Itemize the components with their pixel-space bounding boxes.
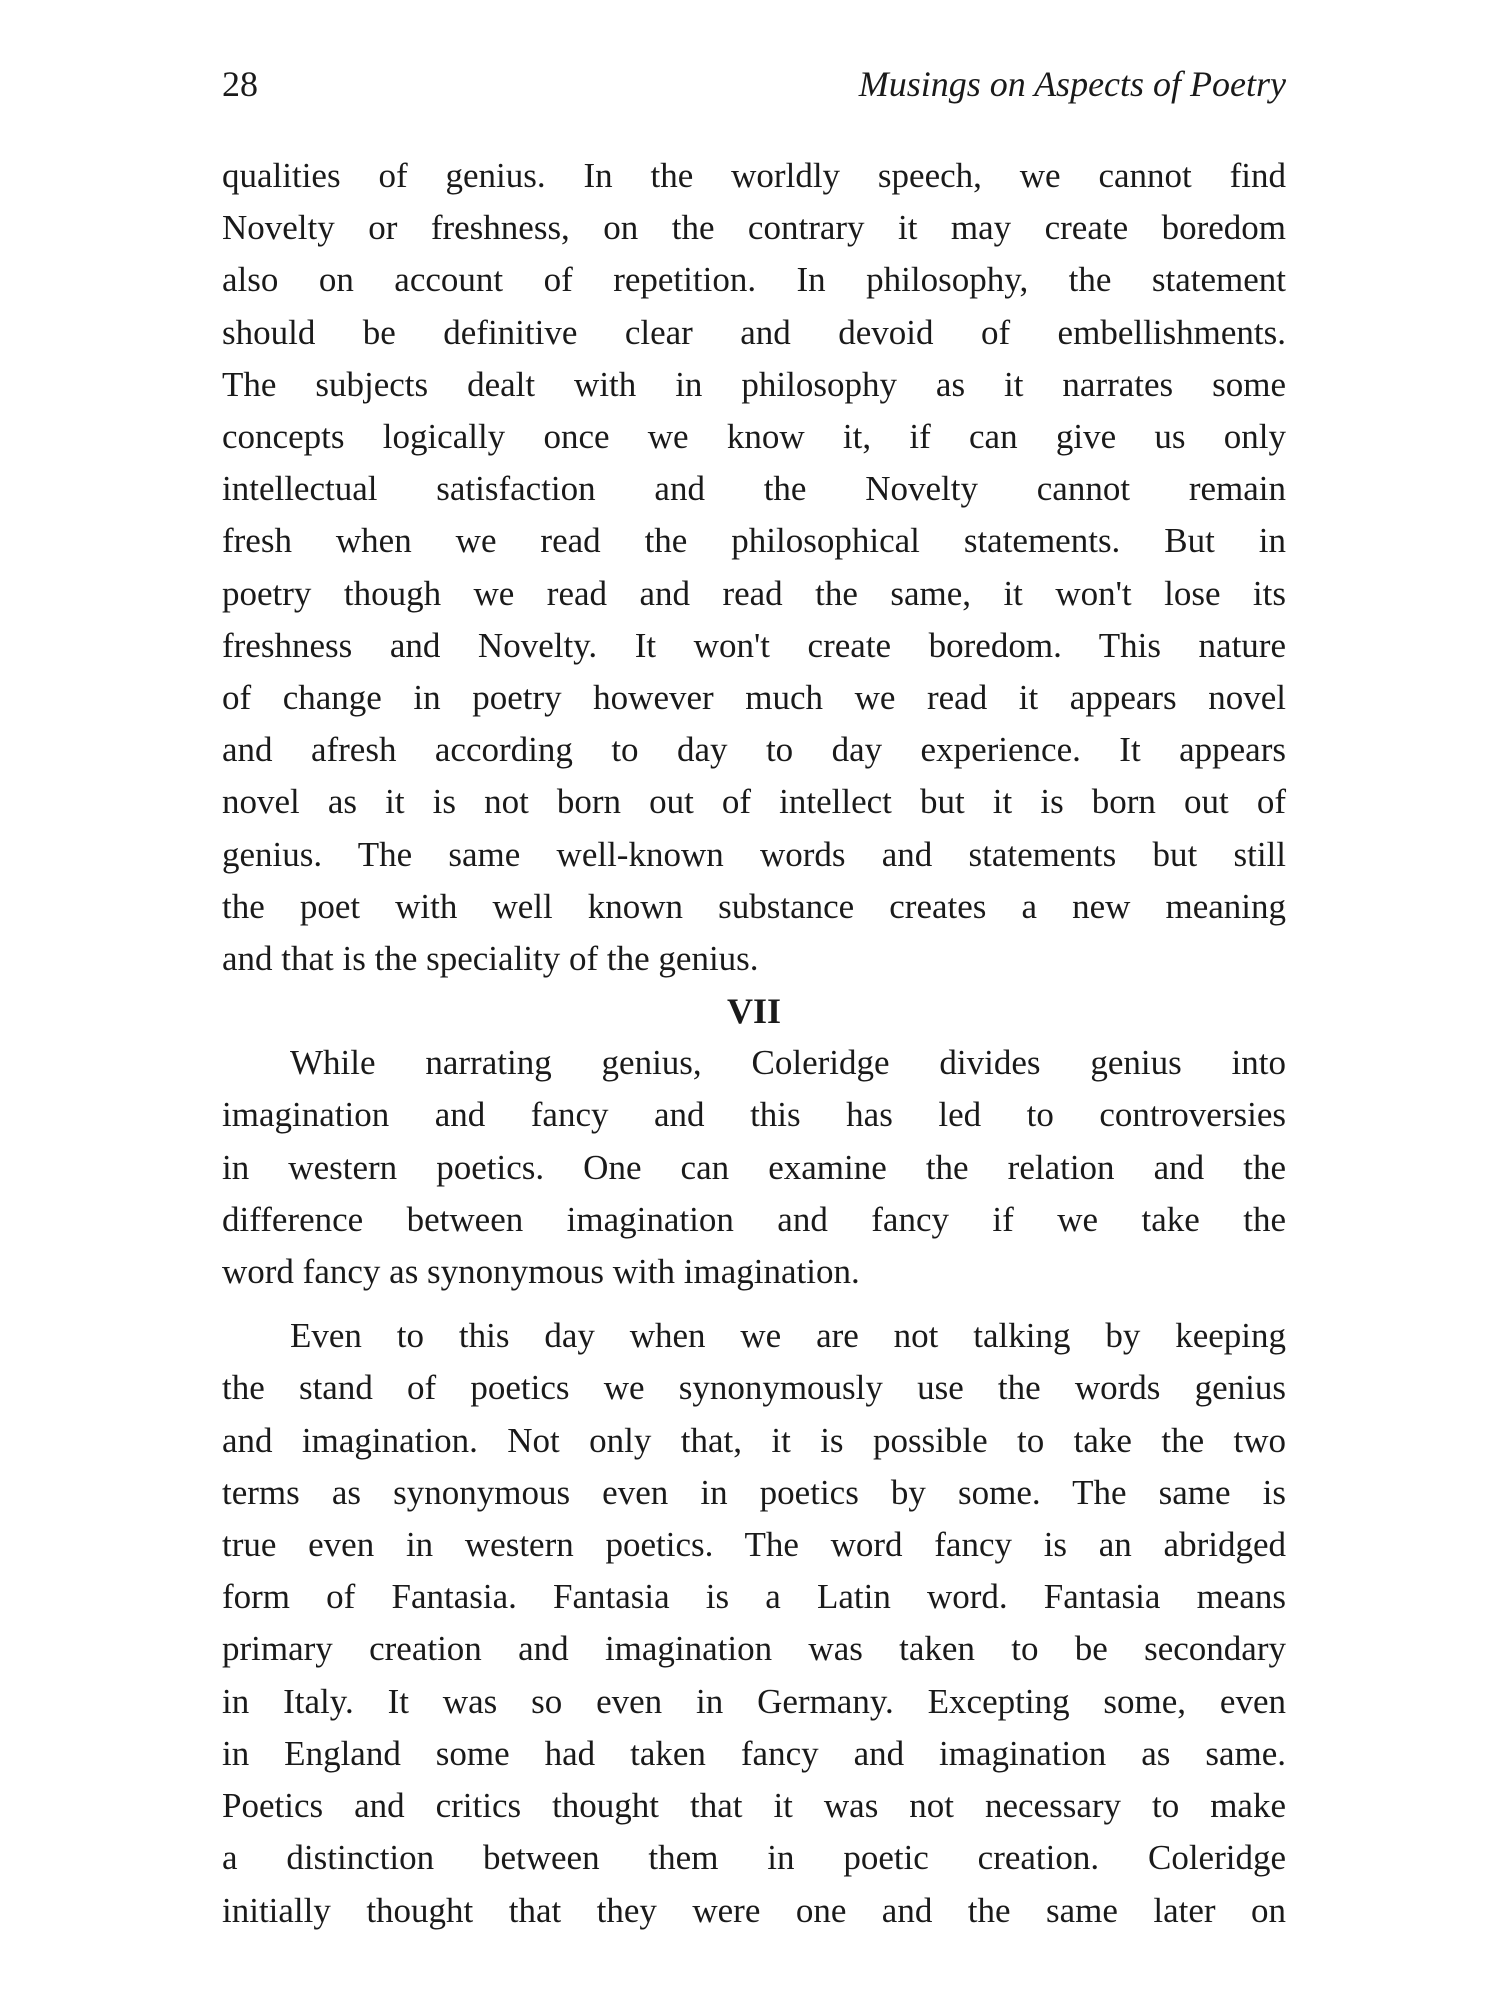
text-line: initially thought that they were one and the same later on: [222, 1890, 1286, 1930]
running-title: Musings on Aspects of Poetry: [858, 64, 1286, 104]
text-line: also on account of repetition. In philosophy, the statement: [222, 260, 1286, 300]
text-line: a distinction between them in poetic creation. Coleridge: [222, 1838, 1286, 1878]
section-heading: VII: [726, 991, 782, 1032]
text-line: true even in western poetics. The word fancy is an abridged: [222, 1525, 1286, 1565]
text-line: difference between imagination and fancy if we take the: [222, 1199, 1286, 1239]
text-line: the stand of poetics we synonymously use the words genius: [222, 1368, 1286, 1408]
text-line: intellectual satisfaction and the Novelty cannot remain: [222, 469, 1286, 509]
text-line: primary creation and imagination was taken to be secondary: [222, 1629, 1286, 1669]
text-line: and afresh according to day to day experience. It appears: [222, 730, 1286, 770]
text-line: and imagination. Not only that, it is possible to take the two: [222, 1420, 1286, 1460]
text-line: terms as synonymous even in poetics by some. The same is: [222, 1472, 1286, 1512]
text-line: in England some had taken fancy and imagination as same.: [222, 1733, 1286, 1773]
page-number: 28: [222, 64, 258, 104]
text-line: and that is the speciality of the genius.: [222, 939, 759, 979]
paragraph-gap: [222, 1298, 1286, 1310]
text-line: fresh when we read the philosophical statements. But in: [222, 521, 1286, 561]
text-line: Even to this day when we are not talking by keeping: [290, 1316, 1286, 1356]
text-line: While narrating genius, Coleridge divides genius into: [290, 1043, 1286, 1083]
text-line: imagination and fancy and this has led to controversies: [222, 1095, 1286, 1135]
text-line: word fancy as synonymous with imagination.: [222, 1252, 860, 1292]
text-line: the poet with well known substance creates a new meaning: [222, 886, 1286, 926]
text-line: qualities of genius. In the worldly speech, we cannot find: [222, 156, 1286, 195]
book-page: [222, 56, 1286, 1937]
text-line: form of Fantasia. Fantasia is a Latin word. Fantasia means: [222, 1577, 1286, 1617]
text-line: should be definitive clear and devoid of embellishments.: [222, 312, 1286, 352]
text-line: freshness and Novelty. It won't create boredom. This nature: [222, 625, 1286, 665]
text-line: in western poetics. One can examine the relation and the: [222, 1147, 1286, 1187]
text-line: of change in poetry however much we read it appears novel: [222, 678, 1286, 718]
text-line: Novelty or freshness, on the contrary it may create boredom: [222, 208, 1286, 248]
paragraph-section-1: [222, 1037, 1286, 1298]
text-line: novel as it is not born out of intellect but it is born out of: [222, 782, 1286, 822]
text-line: concepts logically once we know it, if can give us only: [222, 417, 1286, 457]
text-line: poetry though we read and read the same, it won't lose its: [222, 573, 1286, 613]
page-body: [222, 150, 1286, 1937]
text-line: Poetics and critics thought that it was not necessary to make: [222, 1786, 1286, 1826]
text-line: in Italy. It was so even in Germany. Excepting some, even: [222, 1681, 1286, 1721]
paragraph-continued: [222, 150, 1286, 985]
text-line: genius. The same well-known words and statements but still: [222, 834, 1286, 874]
text-line: The subjects dealt with in philosophy as it narrates some: [222, 364, 1286, 404]
page-header: [222, 56, 1286, 112]
paragraph-section-2: [222, 1310, 1286, 1936]
